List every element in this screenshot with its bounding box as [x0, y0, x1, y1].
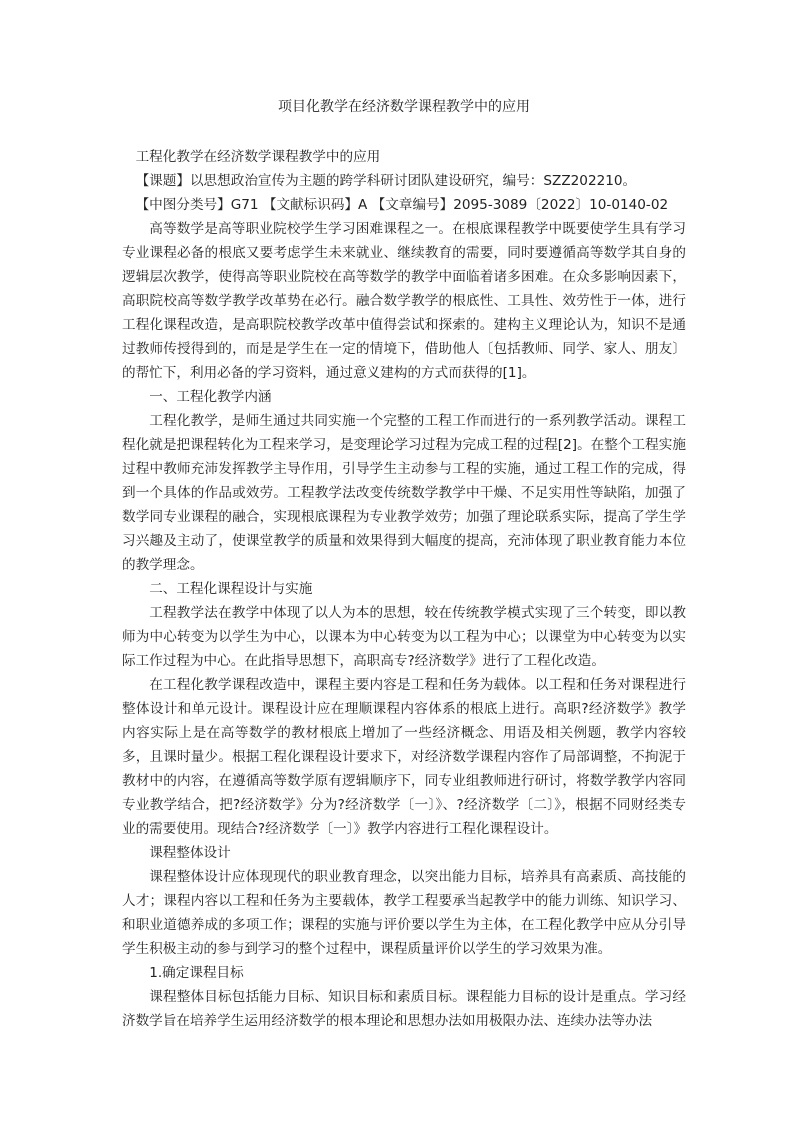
body-paragraph: 工程教学法在教学中体现了以人为本的思想，较在传统教学模式实现了三个转变，即以教师为中心转变为以学生为中心，以课本为中心转变为以工程为中心；以课堂为中心转变为以实际工作过程为中心。在此指导思想下，高职高专?经济数学》进行了工程化改造。	[122, 605, 686, 669]
body-paragraph: 高等数学是高等职业院校学生学习困难课程之一。在根底课程教学中既要使学生具有学习专业课程必备的根底又要考虑学生未来就业、继续教育的需要，同时要遵循高等数学其自身的逻辑层次教学，使得高等职业院校在高等数学的教学中面临着诸多困难。在众多影响因素下，高职院校高等数学教学改革势在必行。融合数学教学的根底性、工具性、效劳性于一体，进行工程化课程改造，是高职院校教学改革中值得尝试和探索的。建构主义理论认为，知识不是通过教师传授得到的，而是是学生在一定的情境下，借助他人〔包括教师、同学、家人、朋友〕的帮忙下，利用必备的学习资料，通过意义建构的方式而获得的[1]。	[122, 221, 686, 381]
classification-line: 【中图分类号】G71 【文献标识码】A 【文章编号】2095-3089〔2022〕10-0140-02	[135, 197, 669, 213]
section-heading: 二、工程化课程设计与实施	[149, 581, 313, 597]
body-paragraph: 工程化教学，是师生通过共同实施一个完整的工程工作而进行的一系列教学活动。课程工程化就是把课程转化为工程来学习，是变理论学习过程为完成工程的过程[2]。在整个工程实施过程中教师充沛发挥教学主导作用，引导学生主动参与工程的实施，通过工程工作的完成，得到一个具体的作品或效劳。工程教学法改变传统数学教学中干燥、不足实用性等缺陷，加强了数学同专业课程的融合，实现根底课程为专业教学效劳；加强了理论联系实际，提高了学生学习兴趣及主动了，使课堂教学的质量和效果得到大幅度的提高，充沛体现了职业教育能力本位的教学理念。	[122, 413, 686, 573]
body-paragraph: 在工程化教学课程改造中，课程主要内容是工程和任务为载体。以工程和任务对课程进行整体设计和单元设计。课程设计应在理顺课程内容体系的根底上进行。高职?经济数学》教学内容实际上是在高等数学的教材根底上增加了一些经济概念、用语及相关例题，教学内容较多，且课时量少。根据工程化课程设计要求下，对经济数学课程内容作了局部调整，不拘泥于教材中的内容，在遵循高等数学原有逻辑顺序下，同专业组教师进行研讨，将数学教学内容同专业教学结合，把?经济数学》分为?经济数学〔一〕》、?经济数学〔二〕》，根据不同财经类专业的需要使用。现结合?经济数学〔一〕》教学内容进行工程化课程设计。	[122, 677, 686, 837]
project-note: 【课题】以思想政治宣传为主题的跨学科研讨团队建设研究，编号：SZZ202210。	[135, 173, 637, 189]
body-paragraph: 课程整体目标包括能力目标、知识目标和素质目标。课程能力目标的设计是重点。学习经济数学旨在培养学生运用经济数学的根本理论和思想办法如用极限办法、连续办法等办法	[122, 989, 686, 1029]
subtitle-line: 工程化教学在经济数学课程教学中的应用	[135, 149, 381, 165]
section-heading: 一、工程化教学内涵	[149, 389, 272, 405]
subsection-heading: 课程整体设计	[149, 845, 231, 861]
body-paragraph: 课程整体设计应体现现代的职业教育理念，以突出能力目标，培养具有高素质、高技能的人才；课程内容以工程和任务为主要载体，教学工程要承当起教学中的能力训练、知识学习、和职业道德养成的多项工作；课程的实施与评价要以学生为主体，在工程化教学中应从分引导学生积极主动的参与到学习的整个过程中，课程质量评价以学生的学习效果为准。	[122, 869, 686, 957]
subsection-heading: 1.确定课程目标	[149, 965, 244, 981]
document-title: 项目化教学在经济数学课程教学中的应用	[278, 99, 530, 115]
